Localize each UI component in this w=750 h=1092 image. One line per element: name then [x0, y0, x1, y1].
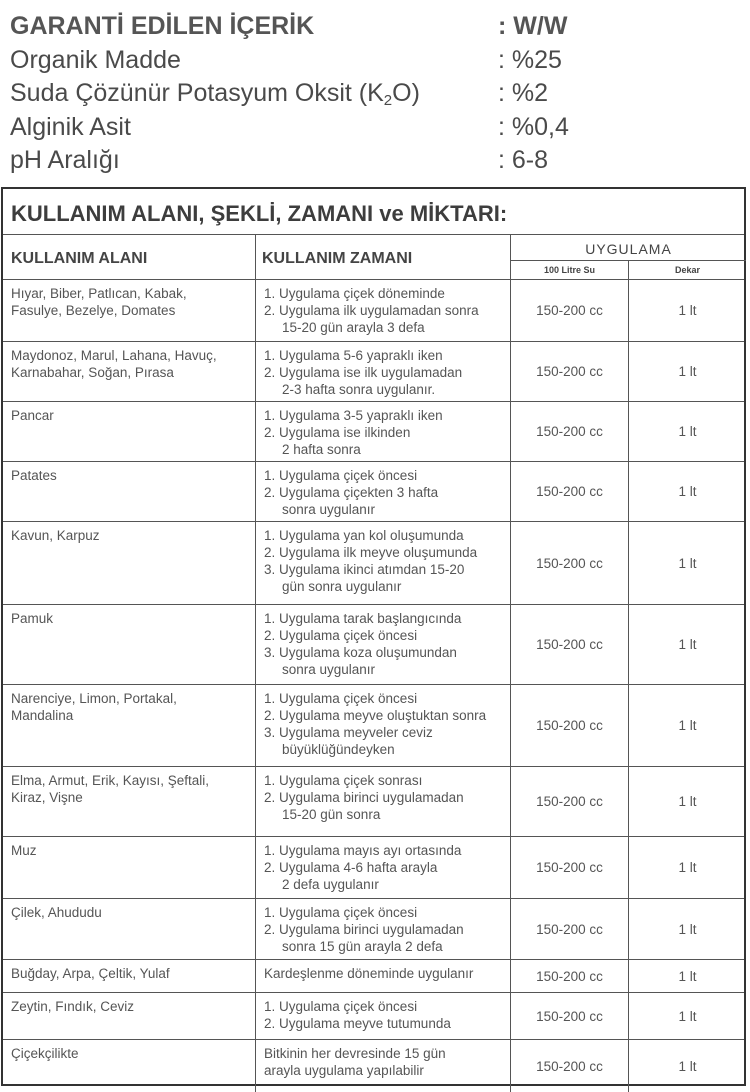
usage-area-line: Kavun, Karpuz [11, 528, 100, 543]
usage-time-line: 2. Uygulama meyve tutumunda [264, 1016, 451, 1031]
table-row [3, 605, 744, 685]
usage-time-cell [256, 605, 511, 684]
decare-dose-cell: 1 lt [678, 921, 697, 937]
usage-time-line: 1. Uygulama tarak başlangıcında [264, 611, 462, 626]
water-dose-cell: 150-200 cc [511, 767, 629, 836]
usage-area-line: Elma, Armut, Erik, Kayısı, Şeftali, [11, 773, 210, 788]
usage-table [1, 187, 746, 1086]
guarantee-header-label: GARANTİ EDİLEN İÇERİK [10, 12, 315, 40]
usage-time-line: 1. Uygulama çiçek öncesi [264, 999, 418, 1014]
header-usage-time: KULLANIM ZAMANI [256, 235, 511, 279]
usage-time-line: 1. Uygulama yan kol oluşumunda [264, 528, 464, 543]
usage-table-title: KULLANIM ALANI, ŞEKLİ, ZAMANI ve MİKTARI: [3, 189, 744, 235]
decare-dose-cell: 1 lt [678, 794, 697, 809]
usage-area-cell [3, 993, 256, 1039]
guarantee-value: : %0,4 [498, 112, 569, 141]
usage-time-cell [256, 767, 511, 836]
usage-area-line: Çilek, Ahududu [11, 905, 102, 920]
header-application: UYGULAMA [511, 235, 746, 261]
usage-area-cell [3, 402, 256, 461]
usage-time-line: 3. Uygulama ikinci atımdan 15-20 [264, 562, 465, 577]
table-row [3, 342, 744, 402]
table-row [3, 837, 744, 899]
decare-dose-cell: 1 lt [678, 718, 697, 733]
header-per-100-liters-water: 100 Litre Su [511, 261, 629, 279]
usage-time-cell [256, 685, 511, 766]
table-row [3, 899, 744, 960]
decare-dose-cell: 1 lt [678, 968, 697, 984]
guarantee-header-row [10, 10, 740, 44]
guarantee-row-alginic-acid [10, 111, 740, 145]
usage-time-line: 1. Uygulama çiçek döneminde [264, 286, 445, 301]
usage-time-line: 2. Uygulama ilk meyve oluşumunda [264, 545, 478, 560]
usage-time-line: 3. Uygulama koza oluşumundan [264, 645, 457, 660]
usage-area-line: Pancar [11, 408, 54, 423]
usage-table-header [3, 235, 744, 280]
usage-time-line: 2-3 hafta sonra uygulanır. [282, 382, 436, 397]
usage-time-line: 2. Uygulama ise ilk uygulamadan [264, 365, 463, 380]
guarantee-value: : 6-8 [498, 146, 549, 174]
table-row [3, 280, 744, 342]
water-dose-cell: 150-200 cc [511, 899, 629, 959]
decare-dose-cell: 1 lt [678, 555, 697, 571]
usage-time-line: Kardeşlenme döneminde uygulanır [264, 966, 474, 981]
usage-area-cell [3, 685, 256, 766]
usage-time-line: sonra uygulanır [282, 662, 376, 677]
water-dose-cell: 150-200 cc [511, 1040, 629, 1092]
usage-area-cell [3, 960, 256, 992]
decare-dose-cell: 1 lt [678, 424, 697, 439]
usage-area-line: Narenciye, Limon, Portakal, [11, 691, 177, 706]
usage-area-line: Buğday, Arpa, Çeltik, Yulaf [11, 966, 170, 981]
usage-time-line: 1. Uygulama çiçek öncesi [264, 905, 418, 920]
usage-time-cell [256, 522, 511, 604]
guarantee-label: Alginik Asit [10, 112, 131, 141]
water-dose-cell: 150-200 cc [511, 280, 629, 341]
usage-time-line: 2. Uygulama ilk uygulamadan sonra [264, 303, 479, 318]
usage-time-line: 2. Uygulama ise ilkinden [264, 425, 411, 440]
usage-area-line: Muz [11, 843, 37, 858]
usage-area-line: Çiçekçilikte [11, 1046, 79, 1061]
usage-area-line: Pamuk [11, 611, 54, 626]
decare-dose-cell: 1 lt [678, 303, 697, 318]
water-dose-cell: 150-200 cc [511, 522, 629, 604]
usage-time-line: 15-20 gün sonra [282, 807, 381, 822]
decare-dose-cell: 1 lt [678, 1058, 697, 1074]
usage-table-body [3, 280, 744, 1092]
usage-time-cell [256, 402, 511, 461]
usage-time-line: 1. Uygulama 3-5 yapraklı iken [264, 408, 443, 423]
decare-dose-cell: 1 lt [678, 860, 697, 875]
table-row [3, 1040, 744, 1092]
usage-time-line: 1. Uygulama çiçek öncesi [264, 468, 418, 483]
guarantee-row-potassium-oxide [10, 77, 740, 111]
usage-time-line: 1. Uygulama mayıs ayı ortasında [264, 843, 462, 858]
decare-dose-cell: 1 lt [678, 484, 697, 499]
water-dose-cell: 150-200 cc [511, 993, 629, 1039]
guarantee-label-subscript: 2 [383, 92, 393, 109]
table-row [3, 462, 744, 522]
guarantee-row-organic-matter [10, 44, 740, 78]
table-row [3, 993, 744, 1040]
usage-time-cell [256, 280, 511, 341]
usage-time-line: 1. Uygulama 5-6 yapraklı iken [264, 348, 443, 363]
usage-time-line: sonra uygulanır [282, 502, 376, 517]
usage-area-line: Kiraz, Vişne [11, 790, 83, 805]
guarantee-row-ph-range [10, 144, 740, 178]
usage-time-cell [256, 899, 511, 959]
usage-area-cell [3, 1040, 256, 1092]
usage-area-line: Patates [11, 468, 57, 483]
usage-time-cell [256, 1040, 511, 1092]
usage-time-line: büyüklüğündeyken [282, 742, 395, 757]
usage-time-line: 2 defa uygulanır [282, 877, 379, 892]
usage-time-line: 2. Uygulama birinci uygulamadan [264, 790, 464, 805]
usage-area-line: Zeytin, Fındık, Ceviz [11, 999, 135, 1014]
usage-time-line: 15-20 gün arayla 3 defa [282, 320, 425, 335]
guarantee-label-text-end: O) [392, 79, 420, 107]
usage-time-line: 1. Uygulama çiçek sonrası [264, 773, 423, 788]
usage-time-cell [256, 960, 511, 992]
usage-time-line: arayla uygulama yapılabilir [264, 1063, 424, 1078]
table-row [3, 402, 744, 462]
water-dose-cell: 150-200 cc [511, 402, 629, 461]
usage-time-line: 2 hafta sonra [282, 442, 361, 457]
usage-area-line: Fasulye, Bezelye, Domates [11, 303, 176, 318]
header-per-decare: Dekar [674, 265, 701, 275]
usage-time-cell [256, 342, 511, 401]
guarantee-label: pH Aralığı [10, 146, 120, 174]
water-dose-cell: 150-200 cc [511, 605, 629, 684]
usage-area-cell [3, 605, 256, 684]
decare-dose-cell: 1 lt [678, 637, 697, 652]
table-row [3, 685, 744, 767]
water-dose-cell: 150-200 cc [511, 342, 629, 401]
header-usage-area: KULLANIM ALANI [3, 235, 256, 279]
water-dose-cell: 150-200 cc [511, 462, 629, 521]
table-row [3, 960, 744, 993]
usage-area-cell [3, 767, 256, 836]
usage-area-cell [3, 280, 256, 341]
usage-area-cell [3, 522, 256, 604]
usage-time-line: Bitkinin her devresinde 15 gün [264, 1046, 446, 1061]
water-dose-cell: 150-200 cc [511, 960, 629, 992]
table-row [3, 767, 744, 837]
usage-time-line: 3. Uygulama meyveler ceviz [264, 725, 433, 740]
usage-area-cell [3, 837, 256, 898]
table-row [3, 522, 744, 605]
usage-time-line: sonra 15 gün arayla 2 defa [282, 939, 443, 954]
guarantee-value: : %2 [498, 79, 549, 107]
guarantee-label: Organik Madde [10, 45, 181, 74]
usage-area-line: Mandalina [11, 708, 74, 723]
guarantee-value: : %25 [498, 45, 562, 74]
guaranteed-content-section [10, 10, 740, 178]
usage-time-cell [256, 993, 511, 1039]
usage-time-line: 2. Uygulama birinci uygulamadan [264, 922, 464, 937]
usage-area-cell [3, 462, 256, 521]
usage-time-cell [256, 462, 511, 521]
usage-time-cell [256, 837, 511, 898]
decare-dose-cell: 1 lt [678, 1008, 697, 1024]
water-dose-cell: 150-200 cc [511, 685, 629, 766]
usage-area-cell [3, 342, 256, 401]
usage-time-line: 1. Uygulama çiçek öncesi [264, 691, 418, 706]
usage-area-line: Karnabahar, Soğan, Pırasa [11, 365, 174, 380]
usage-area-line: Maydonoz, Marul, Lahana, Havuç, [11, 348, 217, 363]
usage-time-line: 2. Uygulama meyve oluştuktan sonra [264, 708, 487, 723]
usage-time-line: gün sonra uygulanır [282, 579, 402, 594]
usage-time-line: 2. Uygulama çiçekten 3 hafta [264, 485, 439, 500]
guarantee-label-text: Suda Çözünür Potasyum Oksit (K [10, 79, 384, 107]
usage-time-line: 2. Uygulama çiçek öncesi [264, 628, 418, 643]
usage-time-line: 2. Uygulama 4-6 hafta arayla [264, 860, 438, 875]
decare-dose-cell: 1 lt [678, 364, 697, 379]
usage-area-cell [3, 899, 256, 959]
water-dose-cell: 150-200 cc [511, 837, 629, 898]
usage-area-line: Hıyar, Biber, Patlıcan, Kabak, [11, 286, 187, 301]
guarantee-header-value: : W/W [498, 12, 568, 40]
